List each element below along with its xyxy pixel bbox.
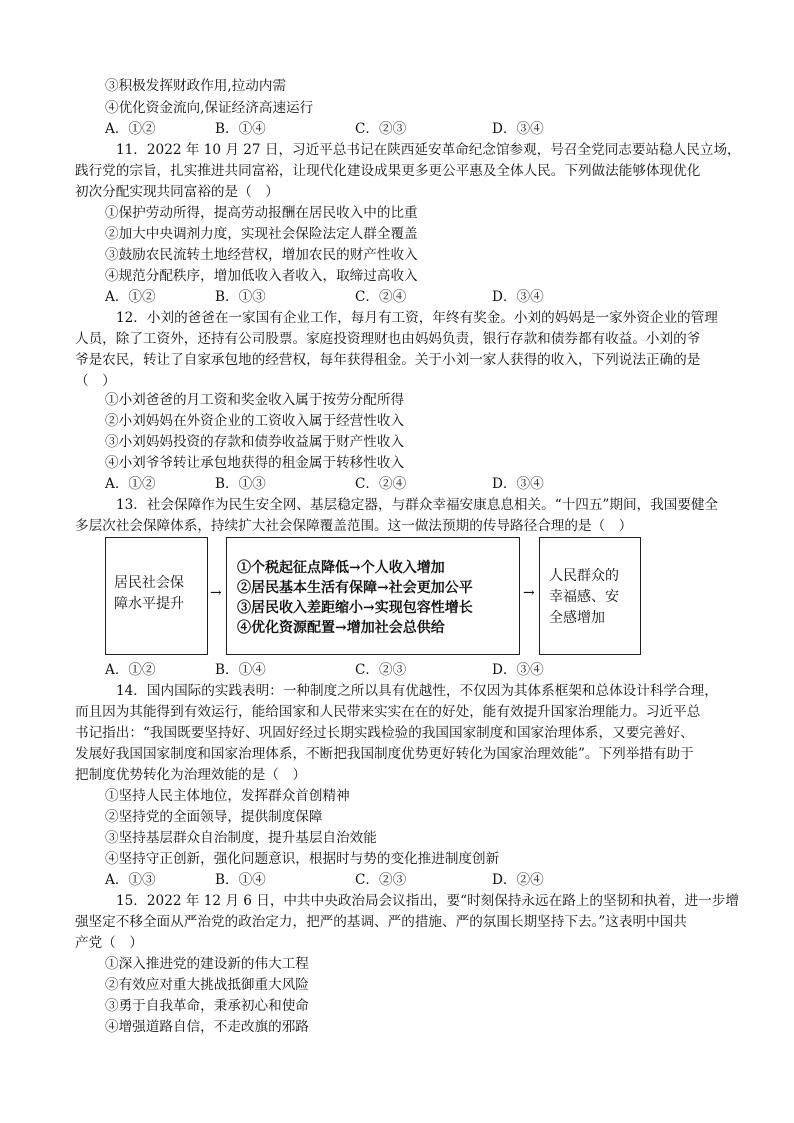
flow-right-box (539, 537, 641, 655)
answer-d[interactable]: D．③④ (492, 289, 544, 305)
answer-b[interactable]: B．①④ (215, 121, 266, 137)
q12-answers (105, 474, 665, 494)
answer-c[interactable]: C．②③ (355, 872, 407, 888)
answer-d[interactable]: D．②④ (492, 872, 544, 888)
q11-answers (105, 287, 665, 307)
answer-d[interactable]: D．③④ (492, 662, 544, 678)
answer-a[interactable]: A．①② (105, 289, 156, 305)
q14-option-1: ①坚持人民主体地位，发挥群众首创精神 (105, 788, 350, 804)
q12-option-1: ①小刘爸爸的月工资和奖金收入属于按劳分配所得 (105, 392, 405, 408)
flow-right-line-3: 全感增加 (549, 610, 605, 626)
answer-c[interactable]: C．②④ (355, 289, 407, 305)
answer-a[interactable]: A．①③ (105, 872, 156, 888)
q12-stem-4: （ ） (75, 373, 116, 389)
answer-b[interactable]: B．①④ (215, 872, 266, 888)
option-4: ④优化资金流向,保证经济高速运行 (105, 100, 314, 116)
q14-option-2: ②坚持党的全面领导，提供制度保障 (105, 809, 323, 825)
q14-stem-4: 发展好我国国家制度和国家治理体系，不断把我国制度优势更好转化为国家治理效能”。下列举措有助于 (75, 746, 694, 762)
q15-stem-1: 15．2022 年 12 月 6 日，中共中央政治局会议指出，要“时刻保持永远在路上的坚韧和执着，进一步增 (116, 893, 739, 909)
q14-stem-1: 14．国内国际的实践表明：一种制度之所以具有优越性，不仅因为其体系框架和总体设计科学合理， (116, 683, 718, 699)
q12-option-2: ②小刘妈妈在外资企业的工资收入属于经营性收入 (105, 413, 405, 429)
q15-option-2: ②有效应对重大挑战抵御重大风险 (105, 977, 309, 993)
q15-option-3: ③勇于自我革命，秉承初心和使命 (105, 998, 309, 1014)
flow-left-box (105, 537, 208, 655)
q12-option-4: ④小刘爷爷转让承包地获得的租金属于转移性收入 (105, 455, 405, 471)
answer-c[interactable]: C．②③ (355, 662, 407, 678)
q11-stem-2: 践行党的宗旨，扎实推进共同富裕，让现代化建设成果更多更公平惠及全体人民。下列做法能够体现优化 (75, 163, 701, 179)
flow-right-line-1: 人民群众的 (549, 568, 619, 584)
arrow-right-icon: → (210, 585, 222, 601)
option-3: ③积极发挥财政作用,拉动内需 (105, 78, 287, 94)
q14-stem-5: 把制度优势转化为治理效能的是（ ） (75, 767, 307, 783)
q12-option-3: ③小刘妈妈投资的存款和债券收益属于财产性收入 (105, 434, 405, 450)
q12-stem-2: 人员，除了工资外，还持有公司股票。家庭投资理财也由妈妈负责，银行存款和债券都有收益。小刘的爷 (75, 331, 701, 347)
q14-stem-2: 而且因为其能得到有效运行，能给国家和人民带来实实在在的好处，能有效提升国家治理能力。习近平总 (75, 704, 701, 720)
q14-option-4: ④坚持守正创新，强化问题意识，根据时与势的变化推进制度创新 (105, 851, 500, 867)
q14-option-3: ③坚持基层群众自治制度，提升基层自治效能 (105, 830, 377, 846)
answer-a[interactable]: A．①② (105, 121, 156, 137)
q11-option-3: ③鼓励农民流转土地经营权，增加农民的财产性收入 (105, 247, 418, 263)
flow-item-4: ④优化资源配置→增加社会总供给 (237, 620, 445, 636)
q11-stem-3: 初次分配实现共同富裕的是（ ） (75, 184, 279, 200)
arrow-right-icon: → (523, 585, 535, 601)
flow-item-3: ③居民收入差距缩小→实现包容性增长 (237, 600, 473, 616)
q13-stem-2: 多层次社会保障体系，持续扩大社会保障覆盖范围。这一做法预期的传导路径合理的是（ ） (75, 518, 633, 534)
q10-answers (105, 119, 665, 139)
q11-stem-1: 11．2022 年 10 月 27 日，习近平总书记在陕西延安革命纪念馆参观，号召全党同志要站稳人民立场， (116, 142, 741, 158)
flow-middle-box (226, 537, 520, 655)
answer-b[interactable]: B．①③ (215, 289, 266, 305)
answer-c[interactable]: C．②④ (355, 476, 407, 492)
q15-option-1: ①深入推进党的建设新的伟大工程 (105, 956, 309, 972)
q11-option-2: ②加大中央调剂力度，实现社会保险法定人群全覆盖 (105, 226, 418, 242)
flow-left-line-1: 居民社会保 (114, 575, 184, 591)
q11-option-4: ④规范分配秩序，增加低收入者收入，取缔过高收入 (105, 268, 418, 284)
q12-stem-1: 12．小刘的爸爸在一家国有企业工作，每月有工资，年终有奖金。小刘的妈妈是一家外资企业的管理 (116, 310, 718, 326)
q14-stem-3: 书记指出：“我国既要坚持好、巩固好经过长期实践检验的我国国家制度和国家治理体系，又要完善好、 (75, 725, 694, 741)
flow-right-line-2: 幸福感、安 (549, 589, 619, 605)
answer-a[interactable]: A．①② (105, 476, 156, 492)
answer-d[interactable]: D．③④ (492, 476, 544, 492)
flow-item-1: ①个税起征点降低→个人收入增加 (237, 560, 445, 576)
q11-option-1: ①保护劳动所得，提高劳动报酬在居民收入中的比重 (105, 205, 418, 221)
answer-a[interactable]: A．①② (105, 662, 156, 678)
q15-option-4: ④增强道路自信，不走改旗的邪路 (105, 1019, 309, 1035)
answer-b[interactable]: B．①③ (215, 476, 266, 492)
q12-stem-3: 爷是农民，转让了自家承包地的经营权，每年获得租金。关于小刘一家人获得的收入，下列说法正确的是 (75, 352, 701, 368)
q15-stem-2: 强坚定不移全面从严治党的政治定力，把严的基调、严的措施、严的氛围长期坚持下去。”这表明中国共 (75, 914, 687, 930)
flow-item-2: ②居民基本生活有保障→社会更加公平 (237, 580, 473, 596)
answer-b[interactable]: B．①④ (215, 662, 266, 678)
answer-d[interactable]: D．③④ (492, 121, 544, 137)
q15-stem-3: 产党（ ） (75, 935, 143, 951)
q13-answers (105, 660, 665, 680)
q14-answers (105, 870, 665, 890)
answer-c[interactable]: C．②③ (355, 121, 407, 137)
q13-stem-1: 13．社会保障作为民生安全网、基层稳定器，与群众幸福安康息息相关。“十四五”期间，我国要健全 (116, 497, 719, 513)
flow-left-line-2: 障水平提升 (114, 596, 184, 612)
